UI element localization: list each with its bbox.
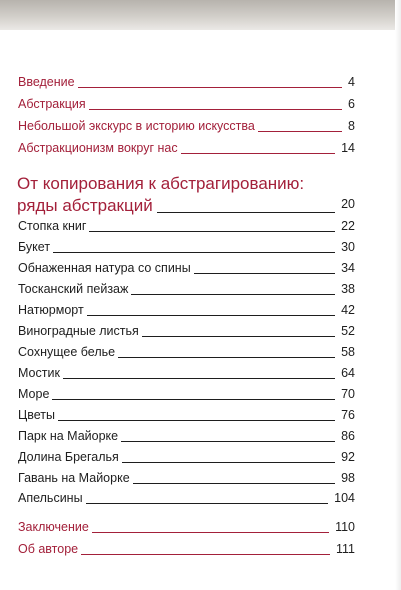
toc-entry-title: Букет <box>18 240 51 254</box>
toc-leader-line <box>131 293 335 295</box>
toc-leader-line <box>58 419 335 421</box>
toc-leader-line <box>194 272 335 274</box>
chapter-page: 20 <box>341 197 355 211</box>
toc-entry[interactable] <box>18 256 355 276</box>
toc-entry-title: Виноградные листья <box>18 324 139 338</box>
toc-entry-page: 58 <box>341 345 355 359</box>
toc-entry[interactable] <box>18 382 355 402</box>
toc-entry-page: 111 <box>335 542 355 556</box>
toc-entry-page: 42 <box>341 303 355 317</box>
toc-entry-title: Введение <box>18 75 75 89</box>
toc-leader-line <box>52 398 335 400</box>
toc-entry-page: 8 <box>348 119 355 133</box>
toc-entry-title: Море <box>18 387 50 401</box>
toc-leader-line <box>258 130 342 132</box>
chapter-title-line2: ряды абстракций <box>17 196 153 215</box>
toc-entry-title: Натюрморт <box>18 303 84 317</box>
toc-entry-about-author[interactable] <box>18 537 355 557</box>
toc-entry-page: 4 <box>348 75 355 89</box>
toc-entry-art-history[interactable] <box>18 114 355 134</box>
toc-entry-page: 86 <box>341 429 355 443</box>
toc-leader-line <box>63 377 335 379</box>
toc-leader-line <box>92 531 329 533</box>
top-band <box>0 0 401 30</box>
toc-entry-page: 110 <box>335 520 355 534</box>
toc-leader-line <box>181 152 335 154</box>
toc-leader-line <box>87 314 335 316</box>
toc-entry-page: 98 <box>341 471 355 485</box>
toc-entry-page: 30 <box>341 240 355 254</box>
toc-entry[interactable] <box>18 319 355 339</box>
toc-entry-page: 38 <box>341 282 355 296</box>
page-edge-shadow <box>395 0 401 590</box>
toc-entry-title: Небольшой экскурс в историю искусства <box>18 119 255 133</box>
toc-leader-line <box>89 108 342 110</box>
toc-entry-title: Долина Брегалья <box>18 450 119 464</box>
toc-leader-line <box>133 482 335 484</box>
chapter-title-line1: От копирования к абстрагированию: <box>17 174 305 193</box>
toc-entry-title: Апельсины <box>18 491 83 505</box>
toc-entry-title: Цветы <box>18 408 55 422</box>
toc-leader-line <box>81 553 330 555</box>
toc-entry[interactable] <box>18 340 355 360</box>
toc-entry-abstractionism-around[interactable] <box>18 136 355 156</box>
toc-leader-line <box>89 230 335 232</box>
toc-leader-line <box>142 335 335 337</box>
toc-leader-line <box>121 440 335 442</box>
toc-entry-page: 64 <box>341 366 355 380</box>
toc-entry-title: Об авторе <box>18 542 79 556</box>
toc-entry[interactable] <box>18 445 355 465</box>
chapter-title-row <box>17 194 355 216</box>
toc-entry-title: Мостик <box>18 366 60 380</box>
toc-entry-page: 92 <box>341 450 355 464</box>
toc-leader-line <box>53 251 335 253</box>
toc-entry-page: 104 <box>334 491 355 505</box>
toc-entry-conclusion[interactable] <box>18 515 355 535</box>
toc-entry[interactable] <box>18 424 355 444</box>
toc-entry-page: 70 <box>341 387 355 401</box>
toc-leader-line <box>122 461 335 463</box>
toc-entry[interactable] <box>18 466 355 486</box>
toc-entry[interactable] <box>18 486 355 506</box>
toc-entry-title: Обнаженная натура со спины <box>18 261 191 275</box>
toc-entry[interactable] <box>18 403 355 423</box>
toc-entry[interactable] <box>18 277 355 297</box>
chapter-heading[interactable] <box>17 174 355 216</box>
toc-entry-page: 52 <box>341 324 355 338</box>
toc-entry-title: Заключение <box>18 520 89 534</box>
toc-entry-page: 6 <box>348 97 355 111</box>
toc-entry[interactable] <box>18 298 355 318</box>
toc-entry[interactable] <box>18 235 355 255</box>
toc-entry-title: Абстракционизм вокруг нас <box>18 141 178 155</box>
toc-entry-title: Гавань на Майорке <box>18 471 130 485</box>
toc-entry[interactable] <box>18 214 355 234</box>
toc-entry-title: Тосканский пейзаж <box>18 282 129 296</box>
toc-entry-intro[interactable] <box>18 70 355 90</box>
toc-entry-title: Парк на Майорке <box>18 429 119 443</box>
toc-entry-page: 34 <box>341 261 355 275</box>
toc-leader-line <box>157 212 335 213</box>
toc-entry-page: 14 <box>341 141 355 155</box>
toc-entry-page: 76 <box>341 408 355 422</box>
toc-entry-title: Стопка книг <box>18 219 87 233</box>
toc-entry-page: 22 <box>341 219 355 233</box>
toc-entry[interactable] <box>18 361 355 381</box>
toc-leader-line <box>78 86 342 88</box>
toc-entry-title: Сохнущее белье <box>18 345 116 359</box>
toc-entry-abstraction[interactable] <box>18 92 355 112</box>
toc-leader-line <box>118 356 335 358</box>
toc-entry-title: Абстракция <box>18 97 86 111</box>
toc-leader-line <box>86 502 329 504</box>
